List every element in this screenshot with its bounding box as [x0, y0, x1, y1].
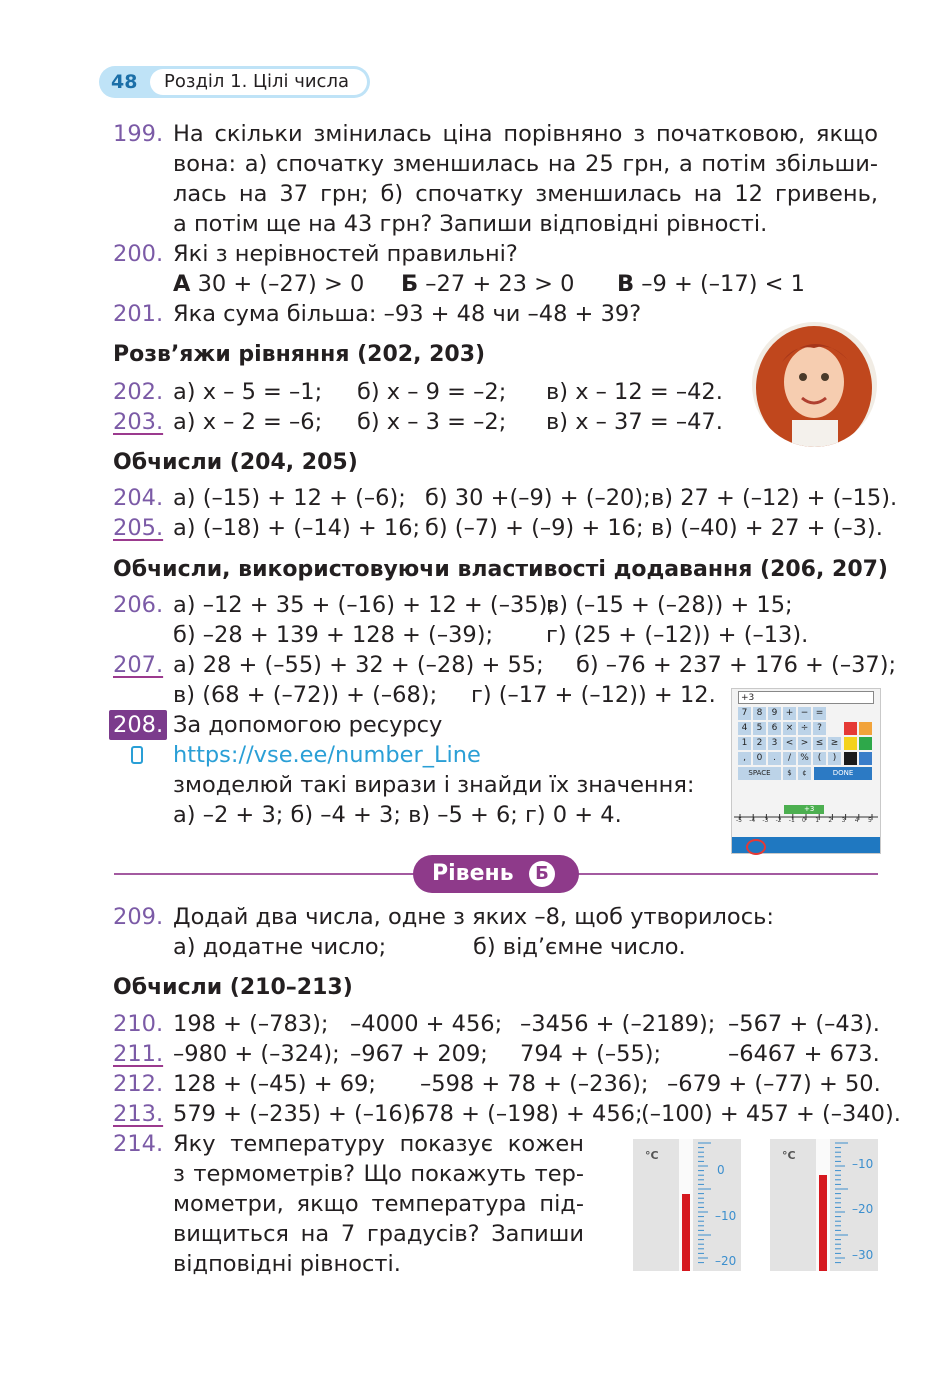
color-swatch[interactable] [859, 722, 872, 735]
app-toolbar [732, 837, 880, 853]
task-205-b: б) (–7) + (–9) + 16; [425, 515, 644, 541]
calc-key[interactable]: % [798, 752, 811, 765]
task-201-text: Яка сума більша: –93 + 48 чи –48 + 39? [173, 301, 642, 327]
option-b-text: –27 + 23 > 0 [418, 271, 575, 297]
task-199-line-4: а потім ще на 43 грн? Запиши відповідні рівності. [173, 211, 768, 237]
number-line-axis [732, 817, 880, 827]
calc-key[interactable]: 1 [738, 737, 751, 750]
task-number-200: 200. [113, 241, 164, 267]
task-202-c: в) x – 12 = –42. [546, 379, 723, 405]
task-number-209: 209. [113, 904, 164, 930]
thermometer-2-scale [834, 1139, 850, 1271]
option-a-label: А [173, 271, 191, 297]
option-c-label: В [617, 271, 635, 297]
thermometer-2-label-1: –10 [852, 1157, 874, 1171]
task-211-item-4: –6467 + 673. [728, 1041, 880, 1067]
calc-key[interactable]: 2 [753, 737, 766, 750]
calc-key[interactable]: − [798, 707, 811, 720]
calc-key[interactable]: 7 [738, 707, 751, 720]
calc-keypad [738, 707, 874, 779]
chapter-title: Розділ 1. Цілі числа [164, 71, 349, 92]
task-211-item-2: –967 + 209; [350, 1041, 488, 1067]
calc-key[interactable]: ÷ [798, 722, 811, 735]
color-swatch[interactable] [859, 737, 872, 750]
task-200-option-b [401, 269, 574, 299]
calc-key[interactable]: ) [828, 752, 841, 765]
calc-key[interactable]: ≥ [828, 737, 841, 750]
task-number-212: 212. [113, 1071, 164, 1097]
task-number-207: 207. [113, 652, 164, 678]
calc-key[interactable]: ? [813, 722, 826, 735]
task-200-option-c [617, 269, 805, 299]
number-line-tick-label: -1 [788, 817, 795, 824]
number-line-tick-label: 0 [802, 817, 806, 824]
task-212-item-3: –679 + (–77) + 50. [667, 1071, 881, 1097]
task-213-item-2: 678 + (–198) + 456; [411, 1101, 643, 1127]
color-swatch[interactable] [859, 752, 872, 765]
jump-label: +3 [804, 805, 815, 813]
task-203-a: а) x – 2 = –6; [173, 409, 323, 435]
girl-photo [752, 322, 877, 447]
task-202-b: б) x – 9 = –2; [357, 379, 507, 405]
space-key[interactable]: SPACE [738, 767, 781, 780]
task-207-b: б) –76 + 237 + 176 + (–37); [576, 652, 897, 678]
level-badge: Б [529, 861, 555, 887]
task-number-204: 204. [113, 485, 164, 511]
toolbar-active-icon[interactable] [746, 839, 766, 855]
task-206-c: в) (–15 + (–28)) + 15; [546, 592, 793, 618]
task-200-option-a [173, 269, 364, 299]
thermometer-1-unit: °C [645, 1149, 659, 1162]
calc-key[interactable]: 8 [753, 707, 766, 720]
task-number-208: 208. [109, 710, 167, 740]
task-210-item-2: –4000 + 456; [350, 1011, 503, 1037]
task-205-c: в) (–40) + 27 + (–3). [651, 515, 883, 541]
calc-key[interactable]: > [798, 737, 811, 750]
task-208-line-4: а) –2 + 3; б) –4 + 3; в) –5 + 6; г) 0 + 4. [173, 802, 622, 828]
task-number-206: 206. [113, 592, 164, 618]
task-207-c: в) (68 + (–72)) + (–68); [173, 682, 438, 708]
dollar-key[interactable]: $ [783, 767, 796, 780]
number-line-tick-label: 1 [815, 817, 820, 824]
task-214-line-3: мометри, якщо температура під- [173, 1191, 584, 1217]
task-number-202: 202. [113, 379, 164, 405]
number-line-app-screenshot [731, 688, 881, 854]
task-number-201: 201. [113, 301, 164, 327]
task-number-203: 203. [113, 409, 164, 435]
calc-key[interactable]: 3 [768, 737, 781, 750]
number-line-tick-label: -2 [775, 817, 782, 824]
calc-key[interactable]: . [768, 752, 781, 765]
task-204-c: в) 27 + (–12) + (–15). [651, 485, 898, 511]
section-heading-properties: Обчисли, використовуючи властивості додавання (206, 207) [113, 557, 888, 582]
task-number-199: 199. [113, 121, 164, 147]
cent-key[interactable]: ¢ [798, 767, 811, 780]
task-199-line-2: вона: а) спочатку зменшилась на 25 грн, а потім збільши- [173, 151, 878, 177]
task-214-line-4: вищиться на 7 градусів? Запиши [173, 1221, 584, 1247]
resource-link[interactable]: https://vse.ee/number_Line [173, 742, 481, 768]
task-211-item-1: –980 + (–324); [173, 1041, 340, 1067]
task-211-item-3: 794 + (–55); [520, 1041, 662, 1067]
task-204-a: а) (–15) + 12 + (–6); [173, 485, 406, 511]
number-line-tick-label: -3 [762, 817, 769, 824]
task-206-d: г) (25 + (–12)) + (–13). [546, 622, 809, 648]
task-213-item-1: 579 + (–235) + (–16); [173, 1101, 420, 1127]
calc-key[interactable]: × [783, 722, 796, 735]
number-line-tick-label: -4 [749, 817, 756, 824]
calc-key[interactable]: 6 [768, 722, 781, 735]
level-label: Рівень [432, 861, 514, 886]
thermometer-1-label-1: 0 [717, 1163, 725, 1177]
task-210-item-1: 198 + (–783); [173, 1011, 329, 1037]
thermometer-2-label-3: –30 [852, 1248, 874, 1262]
page-number: 48 [111, 71, 138, 93]
calc-key[interactable]: + [783, 707, 796, 720]
calc-key[interactable]: / [783, 752, 796, 765]
task-205-a: а) (–18) + (–14) + 16; [173, 515, 421, 541]
task-212-item-1: 128 + (–45) + 69; [173, 1071, 376, 1097]
task-206-b: б) –28 + 139 + 128 + (–39); [173, 622, 494, 648]
task-209-line-1: Додай два числа, одне з яких –8, щоб утворилось: [173, 904, 774, 930]
task-199-line-3: лась на 37 грн; б) спочатку зменшилась на 12 гривень, [173, 181, 878, 207]
task-number-210: 210. [113, 1011, 164, 1037]
task-214-line-5: відповідні рівності. [173, 1251, 401, 1277]
task-202-a: а) x – 5 = –1; [173, 379, 323, 405]
number-line-tick-label: 5 [868, 817, 872, 824]
calc-key[interactable]: = [813, 707, 826, 720]
phone-icon [131, 746, 143, 764]
task-213-item-3: (–100) + 457 + (–340). [641, 1101, 901, 1127]
number-line-tick-label: -5 [736, 817, 742, 824]
task-209-b: б) від’ємне число. [473, 934, 686, 960]
thermometer-1-scale [697, 1139, 713, 1271]
done-key[interactable]: DONE [814, 767, 872, 780]
number-line-tick-label: 3 [841, 817, 846, 824]
section-heading-compute-204: Обчисли (204, 205) [113, 450, 358, 475]
thermometer-1-label-3: –20 [715, 1254, 737, 1268]
thermometer-2 [770, 1139, 878, 1271]
task-207-a: а) 28 + (–55) + 32 + (–28) + 55; [173, 652, 544, 678]
calc-display: +3 [738, 691, 874, 704]
task-209-a: а) додатне число; [173, 934, 387, 960]
option-c-text: –9 + (–17) < 1 [634, 271, 805, 297]
task-214-line-1: Яку температуру показує кожен [173, 1131, 584, 1157]
task-206-a: а) –12 + 35 + (–16) + 12 + (–35); [173, 592, 555, 618]
calc-key[interactable]: 0 [753, 752, 766, 765]
color-swatch[interactable] [844, 752, 857, 765]
calc-key[interactable]: < [783, 737, 796, 750]
task-210-item-3: –3456 + (–2189); [520, 1011, 716, 1037]
task-200-question: Які з нерівностей правильні? [173, 241, 518, 267]
calc-key[interactable]: 9 [768, 707, 781, 720]
task-214-line-2: з термометрів? Що покажуть тер- [173, 1161, 584, 1187]
calc-key[interactable]: , [738, 752, 751, 765]
task-208-line-3: змоделюй такі вирази і знайди їх значення: [173, 772, 695, 798]
task-number-214: 214. [113, 1131, 164, 1157]
calc-key[interactable]: 4 [738, 722, 751, 735]
calc-key[interactable]: 5 [753, 722, 766, 735]
number-line-tick-label: 2 [828, 817, 833, 824]
number-line-tick-label: 4 [854, 817, 859, 824]
task-203-b: б) x – 3 = –2; [357, 409, 507, 435]
thermometer-1 [633, 1139, 741, 1271]
task-210-item-4: –567 + (–43). [728, 1011, 880, 1037]
color-swatch[interactable] [844, 737, 857, 750]
option-a-text: 30 + (–27) > 0 [190, 271, 365, 297]
thermometer-2-unit: °C [782, 1149, 796, 1162]
color-swatch[interactable] [844, 722, 857, 735]
task-212-item-2: –598 + 78 + (–236); [420, 1071, 649, 1097]
task-number-211: 211. [113, 1041, 164, 1067]
task-number-205: 205. [113, 515, 164, 541]
task-207-d: г) (–17 + (–12)) + 12. [471, 682, 716, 708]
task-204-b: б) 30 +(–9) + (–20); [425, 485, 651, 511]
option-b-label: Б [401, 271, 419, 297]
thermometer-1-mercury [682, 1194, 690, 1271]
calc-key[interactable]: ≤ [813, 737, 826, 750]
section-heading-equations: Розв’яжи рівняння (202, 203) [113, 342, 486, 367]
thermometer-1-label-2: –10 [715, 1209, 737, 1223]
task-number-213: 213. [113, 1101, 164, 1127]
thermometer-2-label-2: –20 [852, 1202, 874, 1216]
task-203-c: в) x – 37 = –47. [546, 409, 723, 435]
thermometer-2-mercury [819, 1175, 827, 1271]
calc-key[interactable]: ( [813, 752, 826, 765]
task-208-line-1: За допомогою ресурсу [173, 712, 443, 738]
section-heading-compute-210: Обчисли (210–213) [113, 975, 353, 1000]
task-199-line-1: На скільки змінилась ціна порівняно з початковою, якщо [173, 121, 878, 147]
